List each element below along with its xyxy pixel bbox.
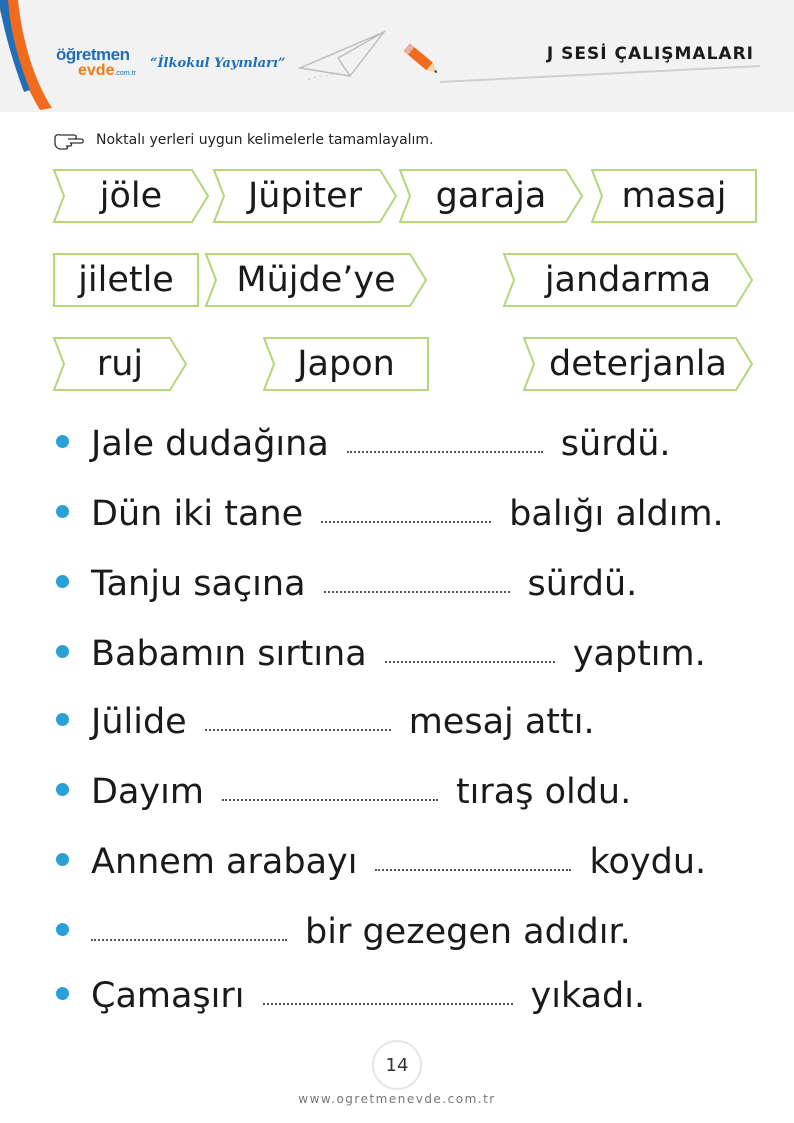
blank-field[interactable]	[263, 1001, 513, 1005]
sentence-item	[56, 842, 706, 882]
bullet-icon	[56, 923, 69, 936]
word-card-label: masaj	[621, 176, 727, 216]
blank-field[interactable]	[324, 589, 510, 593]
blank-field[interactable]	[91, 937, 287, 941]
sentence-item	[56, 772, 631, 812]
blank-field[interactable]	[205, 727, 391, 731]
sentence-before: Jülide	[91, 702, 187, 742]
sentence-item	[56, 424, 671, 464]
sentence-item	[56, 912, 631, 952]
paper-plane-icon	[298, 28, 388, 83]
word-card-label: Japon	[297, 344, 395, 384]
word-card	[262, 336, 430, 392]
sentence-before: Dün iki tane	[91, 494, 304, 534]
word-card-label: jöle	[99, 176, 163, 216]
word-card	[398, 168, 584, 224]
sentence-before: Annem arabayı	[91, 842, 358, 882]
sentence-item	[56, 702, 595, 742]
word-card-label: Müjde’ye	[236, 260, 396, 300]
footer-url: www.ogretmenevde.com.tr	[298, 1092, 496, 1106]
word-card-label: ruj	[96, 344, 144, 384]
word-card	[52, 252, 200, 308]
brand-logo	[56, 46, 136, 82]
blank-field[interactable]	[347, 449, 543, 453]
blank-field[interactable]	[222, 797, 438, 801]
sentence-after: sürdü.	[560, 424, 671, 464]
page-number: 14	[372, 1040, 422, 1090]
instruction-text: Noktalı yerleri uygun kelimelerle tamamlayalım.	[96, 132, 434, 148]
bullet-icon	[56, 435, 69, 448]
word-card-label: jiletle	[78, 260, 174, 300]
word-card-label: Jüpiter	[247, 176, 363, 216]
instruction-row	[52, 128, 434, 152]
sentence-after: yıkadı.	[530, 976, 646, 1016]
word-card	[212, 168, 398, 224]
sentence-after: tıraş oldu.	[455, 772, 632, 812]
sentence-after: balığı aldım.	[509, 494, 724, 534]
sentence-item	[56, 634, 706, 674]
sentence-before: Çamaşırı	[91, 976, 245, 1016]
word-card	[590, 168, 758, 224]
sentence-before: Dayım	[91, 772, 204, 812]
sentence-item	[56, 494, 724, 534]
word-card	[502, 252, 754, 308]
bullet-icon	[56, 645, 69, 658]
word-card-label: jandarma	[544, 260, 712, 300]
publisher-name: “İlkokul Yayınları”	[150, 56, 286, 71]
bullet-icon	[56, 853, 69, 866]
sentence-item	[56, 564, 637, 604]
sentence-after: yaptım.	[572, 634, 706, 674]
sentence-item	[56, 976, 645, 1016]
sentence-after: sürdü.	[527, 564, 638, 604]
word-card	[204, 252, 428, 308]
bullet-icon	[56, 987, 69, 1000]
blank-field[interactable]	[385, 659, 555, 663]
pencil-icon	[400, 40, 444, 80]
logo-top-text: öğretmen	[56, 45, 130, 64]
page-title: J SESİ ÇALIŞMALARI	[546, 44, 754, 64]
bullet-icon	[56, 783, 69, 796]
bullet-icon	[56, 575, 69, 588]
sentence-after: mesaj attı.	[408, 702, 595, 742]
pointing-hand-icon	[52, 128, 86, 152]
word-card	[52, 336, 188, 392]
blank-field[interactable]	[321, 519, 491, 523]
word-card	[522, 336, 754, 392]
word-card	[52, 168, 210, 224]
sentence-before: Jale dudağına	[91, 424, 329, 464]
sentence-after: koydu.	[589, 842, 707, 882]
bullet-icon	[56, 505, 69, 518]
sentence-before: Tanju saçına	[91, 564, 306, 604]
sentence-before: Babamın sırtına	[91, 634, 367, 674]
blank-field[interactable]	[375, 867, 571, 871]
sentence-after: bir gezegen adıdır.	[305, 912, 631, 952]
logo-bottom-text: evde.com.tr	[78, 62, 136, 79]
word-card-label: deterjanla	[549, 344, 727, 384]
word-card-label: garaja	[435, 176, 547, 216]
bullet-icon	[56, 713, 69, 726]
